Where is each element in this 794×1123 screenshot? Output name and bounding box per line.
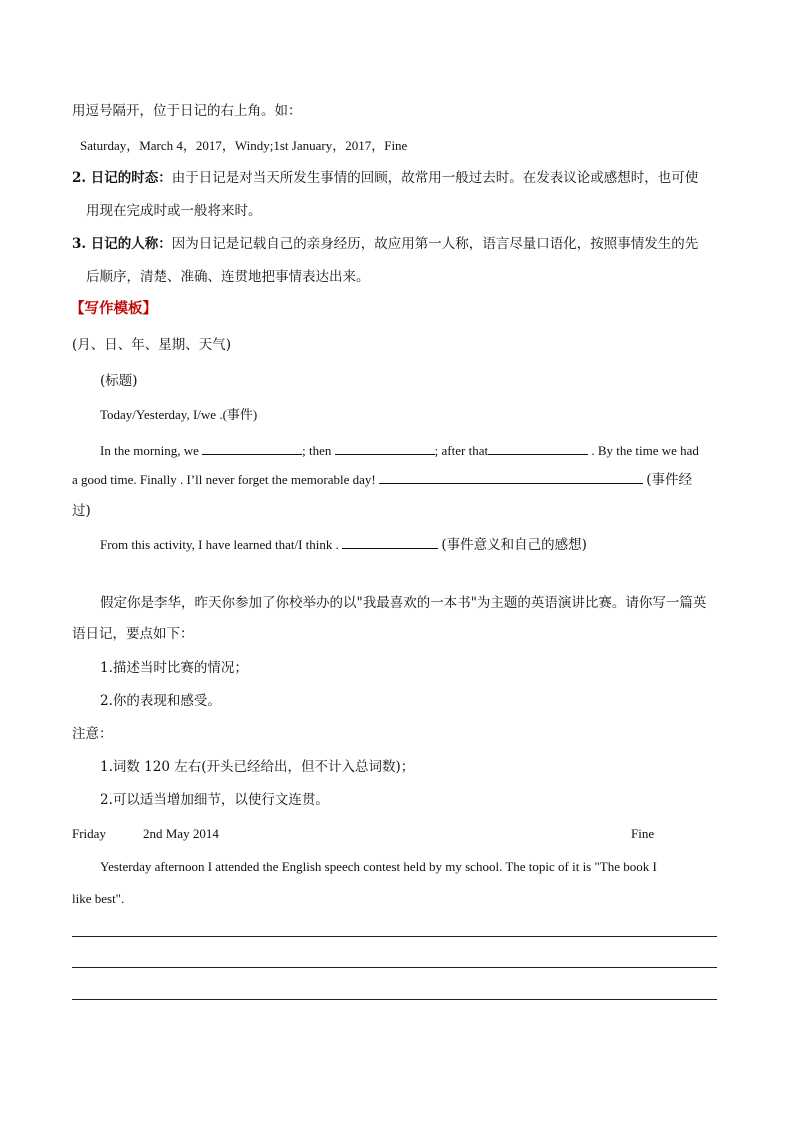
morning-text-a: In the morning, we bbox=[100, 443, 199, 458]
process-note-b: 过) bbox=[72, 503, 91, 519]
diary-date: 2nd May 2014 bbox=[143, 826, 219, 841]
point-2-label: 2. 日记的时态： bbox=[72, 170, 172, 186]
template-title-line: (标题) bbox=[100, 373, 138, 389]
morning-text-c: ; after that bbox=[434, 443, 489, 458]
template-heading: 【写作模板】 bbox=[70, 300, 157, 317]
note-2: 2.可以适当增加细节，以使行文连贯。 bbox=[100, 792, 329, 808]
point-3-person bbox=[72, 235, 724, 253]
activity-text: From this activity, I have learned that/I think . bbox=[100, 537, 339, 552]
task-prompt-b: 语日记，要点如下： bbox=[72, 626, 194, 642]
date-example: Saturday，March 4，2017，Windy;1st January，2017，Fine bbox=[80, 138, 408, 153]
blank-2 bbox=[335, 442, 435, 455]
process-note-a: (事件经 bbox=[646, 472, 693, 488]
template-date-line: (月、日、年、星期、天气) bbox=[72, 337, 232, 353]
diary-weather: Fine bbox=[631, 826, 655, 841]
writing-line-2[interactable] bbox=[72, 967, 717, 968]
diary-opening-a: Yesterday afternoon I attended the English speech contest held by my school. The topic of it is "The book I bbox=[100, 859, 657, 874]
morning-text-b: ; then bbox=[302, 443, 332, 458]
morning-text-d: . By the time we had bbox=[591, 443, 699, 458]
template-today-line: Today/Yesterday, I/we .(事件) bbox=[100, 407, 258, 422]
diary-opening-b: like best". bbox=[72, 891, 125, 906]
template-morning-line bbox=[100, 442, 724, 460]
note-heading: 注意： bbox=[72, 726, 113, 742]
point-3-text: 因为日记是记载自己的亲身经历，故应用第一人称，语言尽量口语化，按照事情发生的先 bbox=[171, 236, 699, 252]
note-1: 1.词数 120 左右(开头已经给出，但不计入总词数)； bbox=[100, 759, 415, 775]
point-2-text: 由于日记是对当天所发生事情的回顾，故常用一般过去时。在发表议论或感想时，也可使 bbox=[171, 170, 699, 186]
point-3-continuation: 后顺序，清楚、准确、连贯地把事情表达出来。 bbox=[86, 269, 370, 285]
writing-line-1[interactable] bbox=[72, 936, 717, 937]
template-activity-line bbox=[100, 536, 724, 554]
blank-4 bbox=[379, 471, 643, 484]
template-good-time-line bbox=[72, 471, 724, 489]
task-prompt-a: 假定你是李华，昨天你参加了你校举办的以"我最喜欢的一本书"为主题的英语演讲比赛。请你写一篇英 bbox=[100, 595, 707, 611]
good-time-text: a good time. Finally . I’ll never forget the memorable day! bbox=[72, 472, 376, 487]
task-point-1: 1.描述当时比赛的情况； bbox=[100, 660, 248, 676]
task-point-2: 2.你的表现和感受。 bbox=[100, 693, 221, 709]
activity-note: (事件意义和自己的感想) bbox=[441, 537, 587, 553]
diary-day: Friday bbox=[72, 826, 106, 841]
intro-line: 用逗号隔开，位于日记的右上角。如： bbox=[72, 103, 302, 119]
writing-line-3[interactable] bbox=[72, 999, 717, 1000]
blank-1 bbox=[202, 442, 302, 455]
point-2-tense bbox=[72, 169, 724, 187]
point-2-continuation: 用现在完成时或一般将来时。 bbox=[86, 203, 262, 219]
point-3-label: 3. 日记的人称： bbox=[72, 236, 172, 252]
blank-5 bbox=[342, 536, 438, 549]
blank-3 bbox=[488, 442, 588, 455]
